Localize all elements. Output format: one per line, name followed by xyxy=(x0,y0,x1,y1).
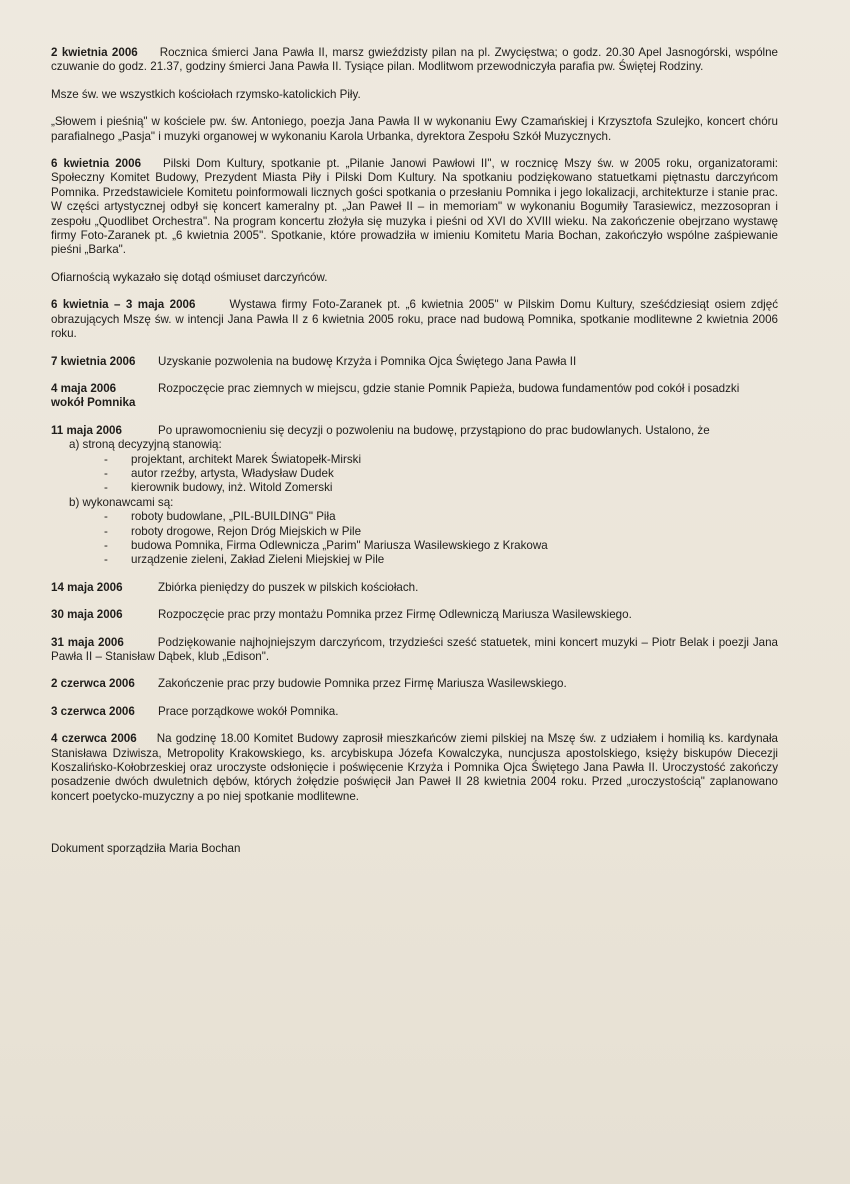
paragraph-msze: Msze św. we wszystkich kościołach rzymsko-katolickich Piły. xyxy=(51,87,361,101)
entry-3-czerwca xyxy=(51,705,778,719)
paragraph-ofiarnosc: Ofiarnością wykazało się dotąd ośmiuset darczyńców. xyxy=(51,270,328,284)
entry-date: 30 maja 2006 xyxy=(51,608,123,622)
list-item: - autor rzeźby, artysta, Władysław Dudek xyxy=(104,467,778,481)
entry-text: Zakończenie prac przy budowie Pomnika przez Firmę Mariusza Wasilewskiego. xyxy=(158,677,567,691)
list-contractors xyxy=(51,510,778,568)
entry-date: 2 kwietnia 2006 xyxy=(51,46,138,59)
entry-7-kwietnia xyxy=(51,355,778,369)
entry-date: 6 kwietnia – 3 maja 2006 xyxy=(51,298,196,312)
entry-date: 7 kwietnia 2006 xyxy=(51,354,136,368)
entry-text: Na godzinę 18.00 Komitet Budowy zaprosił mieszkańców ziemi pilskiej na Mszę św. z udziałem i homilią ks. kardynała Stanisława Dziwisza, Metropolity Krakowskiego, ks. arcybiskupa Józefa Kowalczyka, nuncjusza apostolskiego, księży biskupów Diecezji Koszalińsko-Kołobrzeskiej oraz uroczyste odsłonięcie i poświęcenie Krzyża i Pomnika Ojca Świętego Jana Pawła II. Uroczystość zakończy posadzenie dwóch dwuletnich dębów, których żołędzie poświęcił Jan Paweł II 28 kwietnia 2004 roku. Przed „uroczystością" zaplanowano koncert poetycko-muzyczny a po niej spotkanie modlitewne. xyxy=(51,732,778,803)
entry-text: Uzyskanie pozwolenia na budowę Krzyża i Pomnika Ojca Świętego Jana Pawła II xyxy=(158,354,577,368)
entry-6-kwietnia xyxy=(51,157,778,258)
list-item: - urządzenie zieleni, Zakład Zieleni Miejskiej w Pile xyxy=(104,553,778,567)
entry-text: Po uprawomocnieniu się decyzji o pozwoleniu na budowę, przystąpiono do prac budowlanych. Ustalono, że xyxy=(158,423,710,437)
list-item: - roboty drogowe, Rejon Dróg Miejskich w Pile xyxy=(104,525,778,539)
entry-date: 14 maja 2006 xyxy=(51,580,123,594)
entry-text: Zbiórka pieniędzy do puszek w pilskich kościołach. xyxy=(158,580,419,594)
entry-date: 4 maja 2006 xyxy=(51,381,117,395)
entry-text: Podziękowanie najhojniejszym darczyńcom, trzydzieści sześć statuetek, mini koncert muzyki – Piotr Belak i poezji Jana Pawła II – Stanisław Dąbek, klub „Edison". xyxy=(51,635,778,663)
list-label-a: a) stroną decyzyjną stanowią: xyxy=(69,438,222,452)
entry-text-continuation: wokół Pomnika xyxy=(51,396,136,410)
entry-date: 2 czerwca 2006 xyxy=(51,677,135,691)
entry-11-maja xyxy=(51,424,778,568)
entry-30-maja xyxy=(51,608,778,622)
entry-text: Pilski Dom Kultury, spotkanie pt. „Pilanie Janowi Pawłowi II", w rocznicę Mszy św. w 2005 roku, organizatorami: Społeczny Komitet Budowy, Prezydent Miasta Piły i Pilski Dom Kultury. Na spotkaniu podziękowano statuetkami piętnastu darczyńcom Pomnika. Przedstawiciele Komitetu poinformowali licznych gości spotkania o przesłaniu Pomnika i jego lokalizacji, architekturze i stanie prac. W części artystycznej odbył się koncert kameralny pt. „Jan Paweł II – in memoriam" w wykonaniu Bogumiły Tarasiewicz, mezzosopran i zespołu „Quodlibet Orchestra". Na program koncertu złożyła się muzyka i pieśni od XVI do XVIII wieku. Na zakończenie obejrzano wystawę firmy Foto-Zaranek pt. „6 kwietnia 2005". Spotkanie, które prowadziła w imieniu Komitetu Maria Bochan, zakończyło wspólne zaśpiewanie pieśni „Barka". xyxy=(51,157,778,257)
entry-text: Rozpoczęcie prac przy montażu Pomnika przez Firmę Odlewniczą Mariusza Wasilewskiego. xyxy=(158,608,632,622)
entry-text: Wystawa firmy Foto-Zaranek pt. „6 kwietnia 2005" w Pilskim Domu Kultury, sześćdziesiąt osiem zdjęć obrazujących Mszę św. w intencji Jana Pawła II z 6 kwietnia 2005 roku, prace nad budową Pomnika, spotkanie modlitewne 2 kwietnia 2006 roku. xyxy=(51,298,778,341)
list-item: - kierownik budowy, inż. Witold Zomerski xyxy=(104,481,778,495)
paragraph-slowem-i-piesnia: „Słowem i pieśnią" w kościele pw. św. Antoniego, poezja Jana Pawła II w wykonaniu Ewy Czamańskiej i Krzysztofa Szulejko, koncert chóru parafialnego „Pasja" i muzyki organowej w wykonaniu Karola Urbanka, dyrektora Zespołu Szkół Muzycznych. xyxy=(51,115,778,143)
entry-text: Prace porządkowe wokół Pomnika. xyxy=(158,704,339,718)
list-decision-makers xyxy=(51,453,778,496)
entry-31-maja xyxy=(51,636,778,665)
entry-2-czerwca xyxy=(51,677,778,691)
entry-date: 4 czerwca 2006 xyxy=(51,732,137,746)
entry-text: Rozpoczęcie prac ziemnych w miejscu, gdzie stanie Pomnik Papieża, budowa fundamentów pod cokół i posadzki xyxy=(158,381,740,395)
entry-6-kwietnia-3-maja xyxy=(51,298,778,341)
list-item: - roboty budowlane, „PIL-BUILDING" Piła xyxy=(104,510,778,524)
list-item: - budowa Pomnika, Firma Odlewnicza „Parim" Mariusza Wasilewskiego z Krakowa xyxy=(104,539,778,553)
document-signature: Dokument sporządziła Maria Bochan xyxy=(51,842,241,856)
entry-date: 6 kwietnia 2006 xyxy=(51,157,142,171)
entry-2-kwietnia xyxy=(51,46,778,75)
entry-date: 3 czerwca 2006 xyxy=(51,704,135,718)
list-item: - projektant, architekt Marek Światopełk-Mirski xyxy=(104,453,778,467)
document-body xyxy=(51,46,778,857)
entry-4-czerwca xyxy=(51,732,778,804)
entry-14-maja xyxy=(51,581,778,595)
list-label-b: b) wykonawcami są: xyxy=(69,495,174,509)
entry-date: 31 maja 2006 xyxy=(51,635,124,649)
entry-text: Rocznica śmierci Jana Pawła II, marsz gwieździsty pilan na pl. Zwycięstwa; o godz. 20.30 Apel Jasnogórski, wspólne czuwanie do godz. 21.37, godziny śmierci Jana Pawła II. Tysiące pilan. Modlitwom przewodniczyła parafia pw. Świętej Rodziny. xyxy=(51,46,778,74)
entry-4-maja xyxy=(51,382,778,411)
entry-date: 11 maja 2006 xyxy=(51,423,122,437)
